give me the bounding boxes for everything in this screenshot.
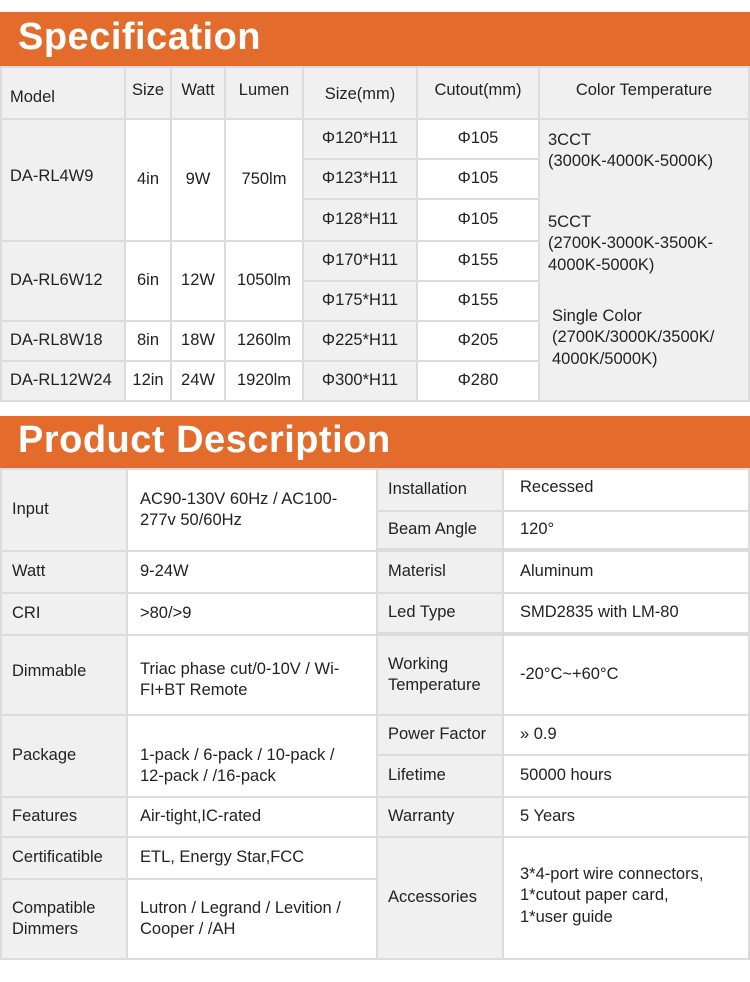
warranty-label: Warranty: [376, 796, 504, 838]
dimmable-value: Triac phase cut/0-10V / Wi- FI+BT Remote: [126, 634, 378, 716]
package-value: 1-pack / 6-pack / 10-pack / 12-pack / /16-pack: [126, 714, 378, 798]
watt-value: 9-24W: [126, 550, 378, 594]
cri-label: CRI: [0, 592, 128, 636]
dimension-cell: Φ225*H11: [302, 320, 418, 362]
lifetime-label: Lifetime: [376, 754, 504, 798]
installation-label: Installation: [376, 468, 504, 512]
header-watt: Watt: [170, 66, 226, 120]
led-type-value: SMD2835 with LM-80: [502, 592, 750, 634]
beam-angle-label: Beam Angle: [376, 510, 504, 550]
color-temp-single: Single Color (2700K/3000K/3500K/ 4000K/5000K): [552, 307, 715, 368]
installation-value: Recessed: [502, 468, 750, 512]
size-cell: 4in: [124, 118, 172, 242]
cutout-cell: Φ155: [416, 280, 540, 322]
compatible-dimmers-value: Lutron / Legrand / Levition / Cooper / /AH: [126, 878, 378, 960]
power-factor-value: » 0.9: [502, 714, 750, 756]
certificatible-value: ETL, Energy Star,FCC: [126, 836, 378, 880]
lifetime-value: 50000 hours: [502, 754, 750, 798]
features-value: Air-tight,IC-rated: [126, 796, 378, 838]
model-cell: DA-RL8W18: [0, 320, 126, 362]
certificatible-label: Certificatible: [0, 836, 128, 880]
model-cell: DA-RL6W12: [0, 240, 126, 322]
cutout-cell: Φ280: [416, 360, 540, 402]
working-temperature-value: -20°C~+60°C: [502, 634, 750, 716]
material-value: Aluminum: [502, 550, 750, 594]
input-label: Input: [0, 468, 128, 552]
model-cell: DA-RL12W24: [0, 360, 126, 402]
power-factor-label: Power Factor: [376, 714, 504, 756]
model-cell: DA-RL4W9: [0, 118, 126, 242]
product-description-banner: [0, 416, 750, 468]
lumen-cell: 1260lm: [224, 320, 304, 362]
features-label: Features: [0, 796, 128, 838]
cutout-cell: Φ105: [416, 198, 540, 242]
specification-title: Specification: [18, 16, 261, 58]
header-size: Size: [124, 66, 172, 120]
header-model: Model: [0, 66, 126, 120]
working-temperature-label: Working Temperature: [376, 634, 504, 716]
material-label: Materisl: [376, 550, 504, 594]
watt-cell: 24W: [170, 360, 226, 402]
dimension-cell: Φ128*H11: [302, 198, 418, 242]
size-cell: 12in: [124, 360, 172, 402]
input-value: AC90-130V 60Hz / AC100- 277v 50/60Hz: [126, 468, 378, 552]
cutout-cell: Φ105: [416, 118, 540, 160]
watt-label: Watt: [0, 550, 128, 594]
dimension-cell: Φ120*H11: [302, 118, 418, 160]
header-color-temperature: Color Temperature: [538, 66, 750, 120]
dimension-cell: Φ175*H11: [302, 280, 418, 322]
accessories-label: Accessories: [376, 836, 504, 960]
color-temp-3cct: 3CCT (3000K-4000K-5000K): [548, 131, 714, 171]
lumen-cell: 1050lm: [224, 240, 304, 322]
lumen-cell: 1920lm: [224, 360, 304, 402]
cri-value: >80/>9: [126, 592, 378, 636]
header-lumen: Lumen: [224, 66, 304, 120]
package-label: Package: [0, 714, 128, 798]
cutout-cell: Φ205: [416, 320, 540, 362]
cutout-cell: Φ155: [416, 240, 540, 282]
warranty-value: 5 Years: [502, 796, 750, 838]
compatible-dimmers-label: Compatible Dimmers: [0, 878, 128, 960]
header-size-mm: Size(mm): [302, 66, 418, 120]
led-type-label: Led Type: [376, 592, 504, 634]
dimension-cell: Φ300*H11: [302, 360, 418, 402]
dimension-cell: Φ123*H11: [302, 158, 418, 200]
size-cell: 8in: [124, 320, 172, 362]
product-description-title: Product Description: [18, 419, 391, 461]
cutout-cell: Φ105: [416, 158, 540, 200]
accessories-value: 3*4-port wire connectors, 1*cutout paper card, 1*user guide: [502, 836, 750, 960]
dimmable-label: Dimmable: [0, 634, 128, 716]
lumen-cell: 750lm: [224, 118, 304, 242]
watt-cell: 12W: [170, 240, 226, 322]
beam-angle-value: 120°: [502, 510, 750, 550]
size-cell: 6in: [124, 240, 172, 322]
header-cutout: Cutout(mm): [416, 66, 540, 120]
specification-banner: [0, 12, 750, 66]
watt-cell: 18W: [170, 320, 226, 362]
dimension-cell: Φ170*H11: [302, 240, 418, 282]
watt-cell: 9W: [170, 118, 226, 242]
color-temp-5cct: 5CCT (2700K-3000K-3500K- 4000K-5000K): [548, 213, 714, 274]
